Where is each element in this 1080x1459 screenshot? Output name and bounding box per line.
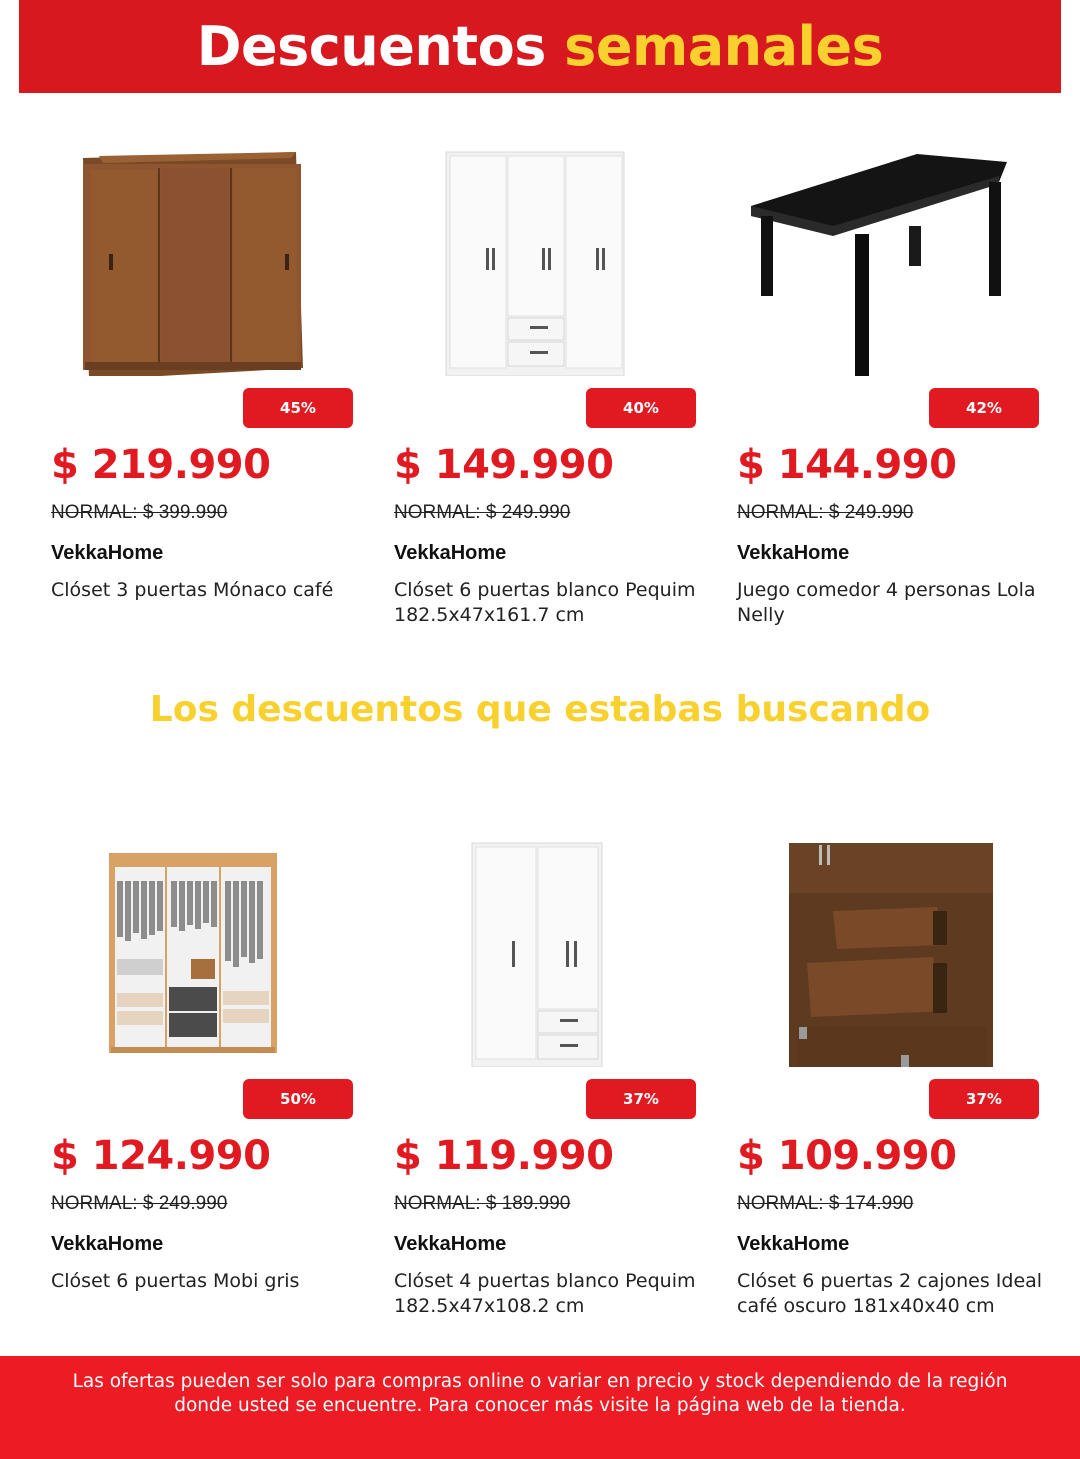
sale-price: $ 149.990 bbox=[394, 442, 614, 488]
product-image-4[interactable] bbox=[51, 827, 371, 1067]
brand-name: VekkaHome bbox=[51, 1233, 164, 1255]
white-wardrobe-4-door-image bbox=[394, 827, 714, 1067]
product-card-6[interactable] bbox=[737, 827, 1057, 1347]
footer-disclaimer bbox=[0, 1356, 1080, 1459]
normal-price: NORMAL: $ 249.990 bbox=[737, 502, 914, 523]
product-image-3[interactable] bbox=[737, 136, 1057, 376]
brand-name: VekkaHome bbox=[737, 542, 850, 564]
page-title bbox=[19, 0, 1061, 93]
title-part-yellow: semanales bbox=[564, 15, 884, 78]
discount-badge: 37% bbox=[929, 1079, 1039, 1119]
product-image-2[interactable] bbox=[394, 136, 714, 376]
brand-name: VekkaHome bbox=[51, 542, 164, 564]
product-name[interactable]: Clóset 6 puertas 2 cajones Ideal café oscuro 181x40x40 cm bbox=[737, 1270, 1043, 1317]
product-name[interactable]: Clóset 6 puertas blanco Pequim 182.5x47x161.7 cm bbox=[394, 579, 696, 626]
normal-price: NORMAL: $ 249.990 bbox=[394, 502, 571, 523]
normal-price: NORMAL: $ 189.990 bbox=[394, 1193, 571, 1214]
discount-badge: 40% bbox=[586, 388, 696, 428]
header-banner bbox=[19, 0, 1061, 93]
sale-price: $ 124.990 bbox=[51, 1133, 271, 1179]
product-card-3[interactable] bbox=[737, 136, 1057, 656]
wardrobe-sliding-image bbox=[51, 136, 371, 376]
discount-badge: 42% bbox=[929, 388, 1039, 428]
discount-badge: 37% bbox=[586, 1079, 696, 1119]
product-name[interactable]: Clóset 4 puertas blanco Pequim 182.5x47x108.2 cm bbox=[394, 1270, 696, 1317]
discount-badge: 50% bbox=[243, 1079, 353, 1119]
product-image-5[interactable] bbox=[394, 827, 714, 1067]
product-grid-bottom bbox=[0, 827, 1080, 1347]
disclaimer-text: Las ofertas pueden ser solo para compras online o variar en precio y stock dependiendo de la región donde usted se encuentre. Para conocer más visite la página web de la tienda. bbox=[72, 1371, 1008, 1416]
discount-badge: 45% bbox=[243, 388, 353, 428]
brand-name: VekkaHome bbox=[394, 542, 507, 564]
sale-price: $ 119.990 bbox=[394, 1133, 614, 1179]
product-image-1[interactable] bbox=[51, 136, 371, 376]
sale-price: $ 219.990 bbox=[51, 442, 271, 488]
product-image-6[interactable] bbox=[737, 827, 1057, 1067]
product-grid-top bbox=[0, 136, 1080, 656]
product-card-1[interactable] bbox=[51, 136, 371, 656]
white-wardrobe-image bbox=[394, 136, 714, 376]
sale-price: $ 144.990 bbox=[737, 442, 957, 488]
section-subtitle: Los descuentos que estabas buscando bbox=[149, 689, 931, 730]
dining-table-image bbox=[737, 136, 1057, 376]
title-part-white: Descuentos bbox=[196, 15, 546, 78]
brand-name: VekkaHome bbox=[394, 1233, 507, 1255]
product-name[interactable]: Clóset 6 puertas Mobi gris bbox=[51, 1270, 300, 1292]
product-name[interactable]: Clóset 3 puertas Mónaco café bbox=[51, 579, 334, 601]
open-wardrobe-image bbox=[51, 827, 371, 1067]
product-card-5[interactable] bbox=[394, 827, 714, 1347]
sale-price: $ 109.990 bbox=[737, 1133, 957, 1179]
product-name[interactable]: Juego comedor 4 personas Lola Nelly bbox=[737, 579, 1036, 626]
product-card-2[interactable] bbox=[394, 136, 714, 656]
product-card-4[interactable] bbox=[51, 827, 371, 1347]
normal-price: NORMAL: $ 174.990 bbox=[737, 1193, 914, 1214]
dark-wardrobe-drawers-image bbox=[737, 827, 1057, 1067]
normal-price: NORMAL: $ 249.990 bbox=[51, 1193, 228, 1214]
brand-name: VekkaHome bbox=[737, 1233, 850, 1255]
normal-price: NORMAL: $ 399.990 bbox=[51, 502, 228, 523]
